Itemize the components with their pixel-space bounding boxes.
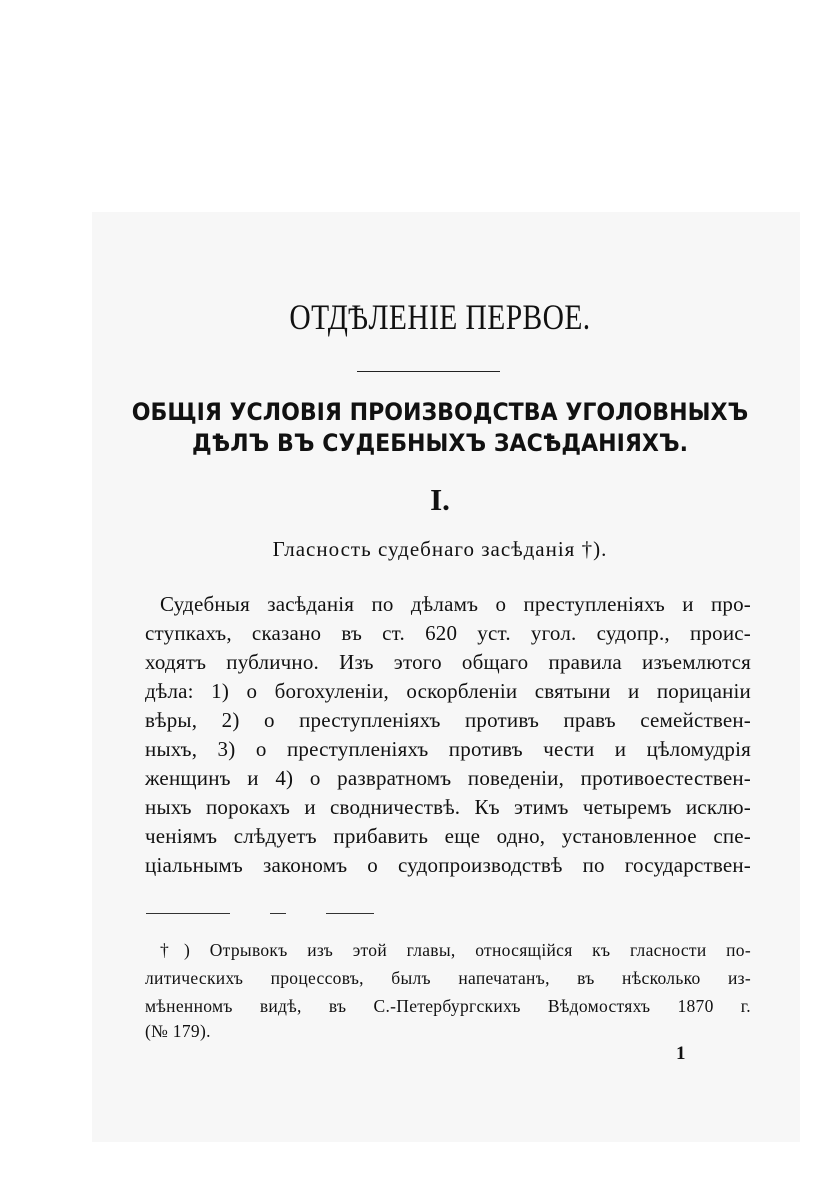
page-number: 1 [676, 1043, 686, 1064]
title-divider [357, 371, 500, 372]
footnote-line: мѣненномъ видѣ, въ С.-Петербургскихъ Вѣдомостяхъ 1870 г. [145, 996, 751, 1016]
footnote-line: †) Отрывокъ изъ этой главы, относящійся къ гласности по- [160, 940, 751, 960]
body-line: женщинъ и 4) о развратномъ поведеніи, противоестествен- [145, 766, 751, 790]
chapter-heading-line-2: ДѢЛЪ ВЪ СУДЕБНЫХЪ ЗАСѢДАНІЯХЪ. [191, 429, 688, 457]
section-title: ОТДѢЛЕНІЕ ПЕРВОЕ. [289, 297, 591, 337]
footnote-line: литическихъ процессовъ, былъ напечатанъ, въ нѣсколько из- [145, 968, 751, 988]
body-line: ченіямъ слѣдуетъ прибавить еще одно, установленное спе- [145, 824, 751, 848]
chapter-heading-line-1: ОБЩІЯ УСЛОВІЯ ПРОИЗВОДСТВА УГОЛОВНЫХЪ [131, 398, 749, 426]
footnote-separator [146, 913, 230, 914]
body-line: ходятъ публично. Изъ этого общаго правила изъемлются [145, 650, 751, 674]
footnote-line: (№ 179). [145, 1021, 211, 1041]
body-line: ціальнымъ закономъ о судопроизводствѣ по государствен- [145, 853, 751, 877]
body-line: ныхъ, 3) о преступленіяхъ противъ чести и цѣломудрія [145, 737, 751, 761]
footnote-separator [270, 913, 286, 914]
body-line: дѣла: 1) о богохуленіи, оскорбленіи святыни и порицаніи [145, 679, 751, 703]
chapter-subtitle: Гласность судебнаго засѣданія †). [272, 537, 608, 561]
body-line: вѣры, 2) о преступленіяхъ противъ правъ семействен- [145, 708, 751, 732]
body-line: ступкахъ, сказано въ ст. 620 уст. угол. судопр., проис- [145, 621, 751, 645]
chapter-number: I. [430, 482, 450, 517]
body-line: ныхъ порокахъ и сводничествѣ. Къ этимъ четыремъ исклю- [145, 795, 751, 819]
body-line: Судебныя засѣданія по дѣламъ о преступленіяхъ и про- [160, 592, 751, 616]
footnote-separator [326, 913, 374, 914]
